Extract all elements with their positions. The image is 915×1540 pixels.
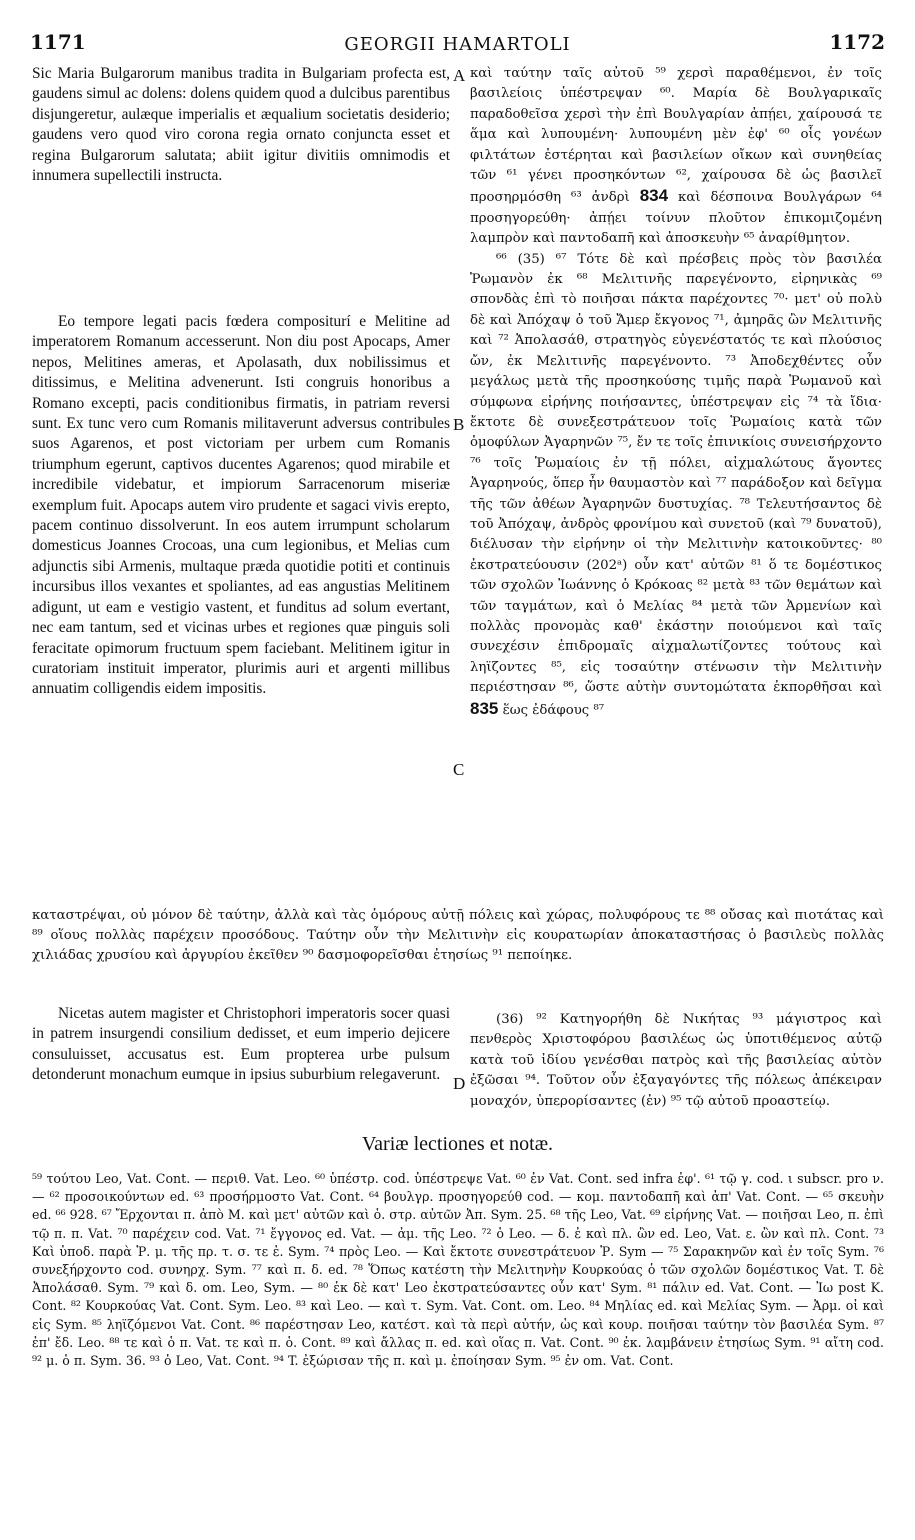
margin-letter-b: B: [453, 415, 465, 434]
page-header: [30, 30, 885, 62]
greek-text: ἕως ἐδάφους ⁸⁷: [502, 702, 605, 718]
margin-letter-a: A: [453, 66, 466, 85]
greek-text: ⁶⁶ (35) ⁶⁷ Τότε δὲ καὶ πρέσβεις πρὸς τὸν βασιλέα Ῥωμανὸν ἐκ ⁶⁸ Μελιτινῆς παρεγένοντο, εἰρηνικὰς ⁶⁹ σπονδὰς ἐπὶ τὸ ποιῆσαι πάκτα παρέχοντες ⁷⁰· μετ' οὐ πολὺ δὲ καὶ Ἀπόχαψ ὁ τοῦ Ἄμερ ἔκγονος ⁷¹, ἀμηρᾶς ὢν Μελιτινῆς καὶ ⁷² Ἀπολασάθ, στρατηγὸς εὐγενέστατός τε καὶ πλούσιος ὤν, ἐκ Μελιτινῆς παρεγένοντο. ⁷³ Ἀποδεχθέντες οὖν μεγάλως μετὰ τῆς προσηκούσης τιμῆς παρὰ Ῥωμανοῦ καὶ σύμφωνα εἰρήνης ποιήσαντες, ὑπέστρεψαν εἰς ⁷⁴ τὰ ἴδια· ἔκτοτε δὲ συνεξεστράτευον τοῖς Ῥωμαίοις κατὰ τῶν ὁμοφύλων Ἀγαρηνῶν ⁷⁵, ἔν τε τοῖς ἐπινικίοις συνεισήρχοντο ⁷⁶ τοῖς Ῥωμαίοις ἐν τῇ πόλει, αἰχμαλώτους ἄγοντες Ἀγαρηνούς, ὅπερ ἦν θαυμαστὸν καὶ ⁷⁷ παράδοξον καὶ δεῖγμα τῆς τῶν ἀθέων Ἀγαρηνῶν δυστυχίας. ⁷⁸ Τελευτήσαντος δὲ τοῦ Ἀπόχαψ, ἀνδρὸς φρονίμου καὶ συνετοῦ (καὶ ⁷⁹ δυνατοῦ), διέλυσαν τὴν εἰρήνην οἱ τὴν Μελιτινὴν κατοικοῦντες· ⁸⁰ ἐκστρατεύουσιν (202ᵃ) οὖν κατ' αὐτῶν ⁸¹ ὅ τε δομέστικος τῶν σχολῶν Ἰωάννης ὁ Κρόκοας ⁸² μετὰ ⁸³ τῶν θεμάτων καὶ τῶν ταγμάτων, καὶ ὁ Μελίας ⁸⁴ μετὰ τῶν Ἀρμενίων καὶ πολλὰς προνομὰς καθ' ἑκάστην ποιούμενοι καὶ ταῖς συνεχέσιν ἐπιδρομαῖς αἰχμαλωτίζοντες τούτους καὶ ληϊζοντες ⁸⁵, εἰς τοσαύτην στένωσιν τὴν Μελιτινὴν περιέστησαν ⁸⁶, ὥστε αὐτὴν συντομώτατα ἐκπορθῆσαι καὶ: [470, 251, 882, 696]
greek-column-part-1: [470, 64, 882, 721]
latin-paragraph: Sic Maria Bulgarorum manibus tradita in Bulgariam profecta est, gaudens simul ac dolens: dolens quidem quod a dulcibus parentibus disjungeretur, aulæque imperialis et æqualium societatis desiderio; gaudens vero quod viro corona regia ornato conjuncta esset et regina Bulgarorum salutata; abiit igitur divitiis omnimodis et innumera supellectili instructa.: [32, 65, 450, 185]
page-number-right: 1172: [829, 30, 885, 54]
running-title: GEORGII HAMARTOLI: [344, 34, 571, 55]
margin-letter-c: C: [453, 760, 465, 779]
latin-paragraph: Nicetas autem magister et Christophori imperatoris socer quasi in patrem insurgendi consilium dedisset, et eum imperio dejicere consuluisset, accusatus est. Eum propterea urbe pulsum detonderunt monachum eumque in ipsius suburbium relegaverunt.: [32, 1005, 450, 1084]
greek-paragraph: [470, 250, 882, 721]
latin-column-part-2: [32, 312, 450, 700]
greek-text: καὶ ταύτην ταῖς αὐτοῦ ⁵⁹ χερσὶ παραθέμενοι, ἐν τοῖς βασιλείοις ὑπέστρεψαν ⁶⁰. Μαρία δὲ Βουλγαρικαῖς παραδοθεῖσα χερσὶ τὴν ἐπὶ Βουλγαρίαν ἀπῄει, χαίρουσά τε ἅμα καὶ λυπουμένη· λυπουμένη μὲν ἐφ' ⁶⁰ οἷς γονέων φιλτάτων ἐστέρηται καὶ βασιλείων οἴκων καὶ συνηθείας τῶν ⁶¹ γένει προσηκόντων ⁶², χαίρουσα δὲ ὡς βασιλεῖ προσηρμόσθη ⁶³ ἀνδρὶ: [470, 66, 882, 206]
greek-paragraph: [470, 64, 882, 250]
greek-fullwidth-passage: καταστρέψαι, οὐ μόνον δὲ ταύτην, ἀλλὰ καὶ τὰς ὁμόρους αὐτῇ πόλεις καὶ χώρας, πολυφόρους τε ⁸⁸ οὔσας καὶ πιοτάτας καὶ ⁸⁹ οἵους πολλὰς παρέχειν προσόδους. Ταύτην οὖν τὴν Μελιτινὴν εἰς κουρατωρίαν ἀποκαταστήσας ὁ βασιλεὺς πολλὰς χιλιάδας χρυσίου καὶ ἀργυρίου ἐκεῖθεν ⁹⁰ δασμοφορεῖσθαι ἐτησίως ⁹¹ πεποίηκε.: [32, 908, 884, 963]
latin-paragraph: Eo tempore legati pacis fœdera compositurí e Melitine ad imperatorem Romanum accesserunt. Non diu post Apocaps, Amer nepos, Melitines ameras, et Apolasath, dux nobilissimus et ditissimus, e Melitina advenerunt. Isti congruis honoribus a Romano excepti, pacis conditionibus firmatis, in patriam reversi sunt. Ex tunc vero cum Romanis militaverunt adversus contribules suos Agarenos, et post victoriam per urbem cum Romanis triumphum egerunt, captivos ducentes Agarenos; quod mirabile et incredibile videbatur, et impiorum Sarracenorum miseriæ exemplum fuit. Apocaps autem viro prudente et sagaci vivis erepto, pacem continuo dissolverunt. In eos autem irrumpunt scholarum domesticus Joannes Crocoas, una cum legionibus, et Melias cum adjunctis sibi Armenis, multaque præda quotidie potiti et continuis incursibus illos vexantes et spoliantes, ad eas angustias Melitinem adigunt, ut eam e vestigio vastent, et funditus ad solum evertant, nec eam tantum, sed et vicinas urbes et regiones quæ pinguis soli feracitate opimorum fructuum spem faciebant. Melitinem igitur in curatoriam instituit imperator, plurimis auri et argenti millibus annuatim colligendis eidem impositis.: [32, 313, 450, 698]
notes-text: ⁵⁹ τούτου Leo, Vat. Cont. — περιθ. Vat. Leo. ⁶⁰ ὑπέστρ. cod. ὑπέστρεψε Vat. ⁶⁰ ἐν Vat. Cont. sed infra ἐφ'. ⁶¹ τῷ γ. cod. ι subscr. pro ν. — ⁶² προσοικούντων ed. ⁶³ προσήρμοστο Vat. Cont. ⁶⁴ βουλγρ. προσηγορεύθ cod. — κομ. παντοδαπῆ καὶ ἀπ' Vat. Cont. — ⁶⁵ σκευὴν ed. ⁶⁶ 928. ⁶⁷ Ἔρχονται π. ἀπὸ Μ. καὶ μετ' αὐτῶν καὶ ὁ. στρ. αὐτῶν Ἀπ. Sym. 25. ⁶⁸ τῆς Leo, Vat. ⁶⁹ εἰρήνης Vat. — ποιῆσαι Leo, π. ἐπὶ τῷ π. π. Vat. ⁷⁰ παρέχειν cod. Vat. ⁷¹ ἔγγονος ed. Vat. — ἀμ. τῆς Leo. ⁷² ὁ Leo. — δ. ἐ καὶ πλ. ὢν ed. Leo, Vat. ε. ὢν καὶ πλ. Cont. ⁷³ Καὶ ὑποδ. παρὰ Ῥ. μ. τῆς πρ. τ. σ. τε ἐ. Sym. ⁷⁴ πρὸς Leo. — Καὶ ἔκτοτε συνεστράτευον Ῥ. Sym — ⁷⁵ Σαρακηνῶν καὶ ἐν τοῖς Sym. ⁷⁶ συνεξήρχοντο cod. συνηρχ. Sym. ⁷⁷ καὶ π. δ. ed. ⁷⁸ Ὅπως κατέστη τὴν Μελιτηνὴν Κουρκούας ὁ τῶν σχολῶν δομέστικος Vat. T. δὲ Ἀπολάσαθ. Sym. ⁷⁹ καὶ δ. om. Leo, Sym. — ⁸⁰ ἐκ δὲ κατ' Leo ἐκστρατεύσαντες οὖν κατ' Sym. ⁸¹ πάλιν ed. Vat. Cont. — Ἰω post K. Cont. ⁸² Κουρκούας Vat. Cont. Sym. Leo. ⁸³ καὶ Leo. — καὶ τ. Sym. Vat. Cont. om. Leo. ⁸⁴ Μηλίας ed. καὶ Μελίας Sym. — Ἀρμ. οἱ καὶ εἰς Sym. ⁸⁵ ληϊζόμενοι Vat. Cont. ⁸⁶ παρέστησαν Leo, κατέστ. καὶ τὰ περὶ αὐτήν, ὡς καὶ κουρ. ποιῆσαι ταύτην τὸν βασιλέα Sym. ⁸⁷ ἐπ' ἔδ. Leo. ⁸⁸ τε καὶ ὁ π. Vat. τε καὶ π. ὁ. Cont. ⁸⁹ καὶ ἄλλας π. ed. καὶ οἵας π. Vat. Cont. ⁹⁰ ἐκ. λαμβάνειν ἐτησίως Sym. ⁹¹ αἴτη cod. ⁹² μ. ὁ π. Sym. 36. ⁹³ ὁ Leo, Vat. Cont. ⁹⁴ T. ἐξώρισαν τῆς π. καὶ μ. ἐποίησαν Sym. ⁹⁵ ἐν om. Vat. Cont.: [32, 1171, 884, 1369]
variant-readings-notes: [32, 1170, 884, 1370]
folio-number: 835: [470, 698, 499, 718]
margin-letter-d: D: [453, 1074, 466, 1093]
folio-number: 834: [639, 186, 669, 206]
greek-column-part-2: [470, 1010, 882, 1112]
page-number-left: 1171: [30, 30, 86, 54]
latin-column-part-1: [32, 64, 450, 186]
latin-column-part-3: [32, 1004, 450, 1086]
notes-title: Variæ lectiones et notæ.: [361, 1133, 554, 1155]
greek-paragraph: (36) ⁹² Κατηγορήθη δὲ Νικήτας ⁹³ μάγιστρος καὶ πενθερὸς Χριστοφόρου βασιλέως ὡς ὑποτιθέμενος αὐτῷ κατὰ τοῦ ἰδίου γενέσθαι πατρὸς καὶ τῆς βασιλείας αὐτὸν ἐξῶσαι ⁹⁴. Τοῦτον οὖν ἐξαγαγόντες τῆς πόλεως ἀπέκειραν μοναχόν, ὑπερορίσαντες (ἐν) ⁹⁵ τῷ αὐτοῦ προαστείῳ.: [470, 1012, 882, 1109]
greek-text: καὶ δέσποινα Βουλγάρων ⁶⁴ προσηγορεύθη· ἀπῄει τοίνυν πλοῦτον ἐπικομιζομένη λαμπρὸν καὶ παντοδαπῆ καὶ ἀποσκευὴν ⁶⁵ ἀναρίθμητον.: [470, 190, 882, 247]
